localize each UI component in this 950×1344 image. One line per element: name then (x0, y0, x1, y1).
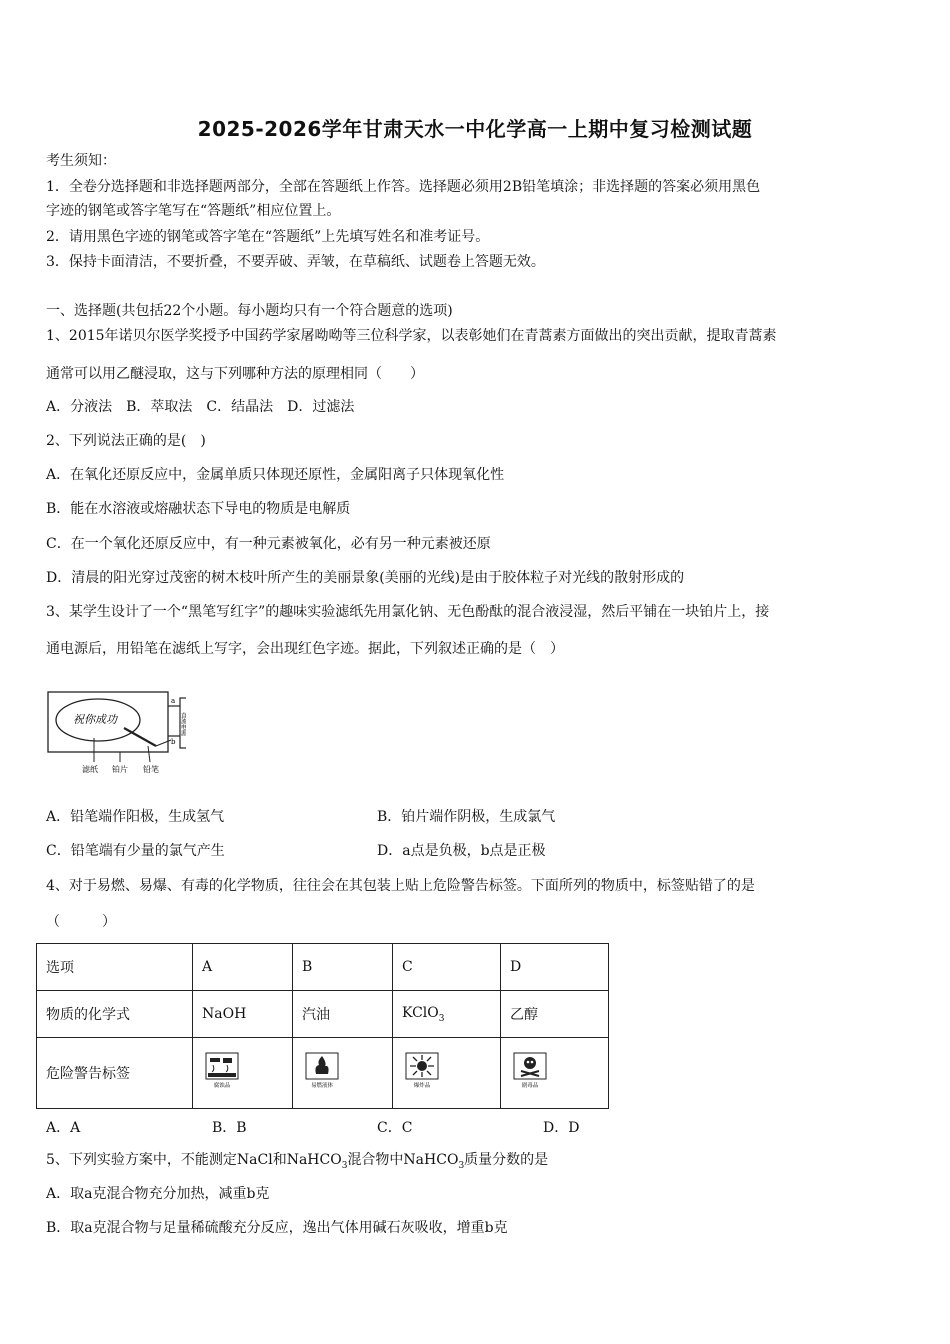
table-cell (501, 1038, 609, 1109)
sign-caption: 剧毒品 (521, 1083, 539, 1089)
notice-item-1: 1．全卷分选择题和非选择题两部分，全部在答题纸上作答。选择题必须用2B铅笔填涂；非选择题的答案必须用黑色 (46, 179, 761, 195)
notice-heading: 考生须知： (46, 153, 116, 169)
pencil-label: 铅笔 (143, 765, 159, 774)
sign-caption: 腐蚀品 (213, 1083, 231, 1089)
table-row (37, 1038, 609, 1109)
q3-option-b: B．铂片端作阴极，生成氯气 (377, 809, 556, 825)
q2-option-b: B．能在水溶液或熔融状态下导电的物质是电解质 (46, 501, 351, 517)
table-cell: NaOH (193, 991, 293, 1038)
table-cell: 汽油 (293, 991, 393, 1038)
q4-stem: 4、对于易燃、易爆、有毒的化学物质，往往会在其包装上贴上危险警告标签。下面所列的物质中，标签贴错了的是 (46, 878, 755, 894)
q3-stem-cont: 通电源后，用铅笔在滤纸上写字，会出现红色字迹。据此，下列叙述正确的是（ ） (46, 641, 564, 657)
section-heading: 一、选择题(共包括22个小题。每小题均只有一个符合题意的选项) (46, 303, 453, 319)
table-cell (393, 991, 501, 1038)
table-row (37, 991, 609, 1038)
q4-answer-c: C．C (377, 1120, 413, 1136)
q3-option-c: C．铅笔端有少量的氯气产生 (46, 843, 225, 859)
filter-paper-label: 滤纸 (82, 765, 98, 774)
formula-text: KClO (402, 1004, 439, 1021)
q5-option-a: A．取a克混合物充分加热，减重b克 (46, 1186, 270, 1202)
table-header-cell: 选项 (37, 944, 193, 991)
q3-option-d: D．a点是负极，b点是正极 (377, 843, 546, 859)
page-title: 2025-2026学年甘肃天水一中化学高一上期中复习检测试题 (197, 117, 753, 141)
q3-stem: 3、某学生设计了一个“黑笔写红字”的趣味实验滤纸先用氯化钠、无色酚酞的混合液浸湿，然后平铺在一块铂片上，接 (46, 604, 770, 620)
platinum-plate-label: 铂片 (112, 765, 128, 774)
q3-option-a: A．铅笔端作阳极，生成氢气 (46, 809, 225, 825)
table-header-cell: C (393, 944, 501, 991)
subscript: 3 (438, 1013, 445, 1024)
q5-stem-part: 质量分数的是 (464, 1152, 549, 1168)
notice-item-3: 3．保持卡面清洁，不要折叠，不要弄破、弄皱，在草稿纸、试题卷上答题无效。 (46, 254, 545, 270)
point-b-label: b (171, 738, 176, 746)
toxic-sign-icon (513, 1052, 547, 1090)
flammable-sign-icon (305, 1052, 339, 1090)
table-cell: 物质的化学式 (37, 991, 193, 1038)
table-cell (193, 1038, 293, 1109)
notice-item-1-cont: 字迹的钢笔或答字笔写在“答题纸”相应位置上。 (46, 203, 341, 219)
table-header-cell: A (193, 944, 293, 991)
corrosive-sign-icon (205, 1052, 239, 1090)
q1-options: A．分液法 B．萃取法 C．结晶法 D．过滤法 (46, 399, 355, 415)
table-cell: 乙醇 (501, 991, 609, 1038)
q5-option-b: B．取a克混合物与足量稀硫酸充分反应，逸出气体用碱石灰吸收，增重b克 (46, 1220, 508, 1236)
table-header-cell: B (293, 944, 393, 991)
paper-text: 祝你成功 (73, 713, 117, 726)
q1-stem-cont: 通常可以用乙醚浸取，这与下列哪种方法的原理相同（ ） (46, 366, 424, 382)
point-a-label: a (171, 697, 176, 705)
explosive-sign-icon (405, 1052, 439, 1090)
q4-answer-b: B．B (212, 1120, 247, 1136)
hazard-label-table (36, 943, 609, 1109)
power-label: 直流电源 (179, 712, 186, 736)
table-header-cell: D (501, 944, 609, 991)
electrolysis-figure (46, 688, 186, 778)
q4-answer-a: A．A (46, 1120, 81, 1136)
q5-stem-part: 混合物中NaHCO (347, 1152, 459, 1168)
q5-stem-part: 5、下列实验方案中，不能测定NaCl和NaHCO (46, 1152, 342, 1168)
table-cell (293, 1038, 393, 1109)
q1-stem: 1、2015年诺贝尔医学奖授予中国药学家屠呦呦等三位科学家，以表彰她们在青蒿素方面做出的突出贡献，提取青蒿素 (46, 328, 777, 344)
q2-stem: 2、下列说法正确的是( ) (46, 433, 206, 449)
q4-stem-cont: （ ） (46, 914, 116, 930)
sign-caption: 爆炸品 (413, 1083, 431, 1089)
q4-answer-d: D．D (543, 1120, 580, 1136)
notice-item-2: 2．请用黑色字迹的钢笔或答字笔在“答题纸”上先填写姓名和准考证号。 (46, 229, 490, 245)
q2-option-d: D．清晨的阳光穿过茂密的树木枝叶所产生的美丽景象(美丽的光线)是由于胶体粒子对光线的散射形成的 (46, 570, 685, 586)
table-cell: 危险警告标签 (37, 1038, 193, 1109)
table-cell (393, 1038, 501, 1109)
q2-option-a: A．在氧化还原反应中，金属单质只体现还原性，金属阳离子只体现氧化性 (46, 467, 505, 483)
q2-option-c: C．在一个氧化还原反应中，有一种元素被氧化，必有另一种元素被还原 (46, 536, 491, 552)
pencil (124, 728, 156, 746)
subscript: 3 (341, 1160, 348, 1171)
subscript: 3 (458, 1160, 465, 1171)
q5-stem (46, 1151, 548, 1175)
table-row (37, 944, 609, 991)
sign-caption: 易燃液体 (310, 1083, 334, 1089)
